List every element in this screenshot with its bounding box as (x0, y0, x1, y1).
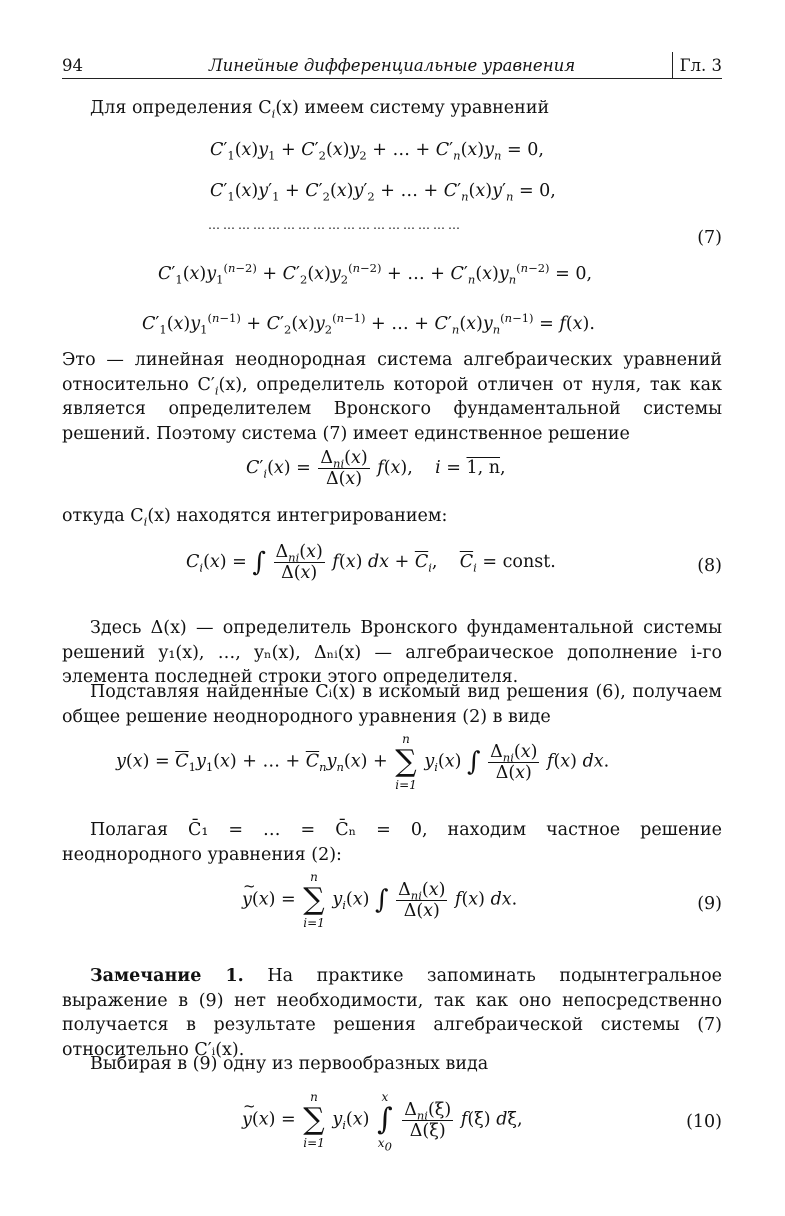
system-row-n: $C'_1(x)y_1^{(n-1)} + C'_2(x)y_2^{(n-1)}$ + … + $C'_n(x)y_n^{(n-1)} = f(x)$. (142, 311, 595, 337)
equation-8: $C_i(x)$ = ∫ $\frac{\Delta_{ni}(x)}{\Delta(x)}$ f(x) dx + $\overline{C}_i$, $\overline{C}_i$ = const. (186, 542, 556, 583)
system-dots: …………………………………………… (208, 218, 463, 232)
paragraph-intro: Для определения $C_i(x)$ имеем систему уравнений (90, 98, 550, 121)
solution-formula: $C'_i(x)$ = $\frac{\Delta_{ni}(x)}{\Delta(x)}$ f(x), i = 1, n, (246, 448, 506, 489)
remark-title: Замечание 1. (90, 966, 244, 986)
system-row-2: $C'_1(x)y'_1 + C'_2(x)y'_2$ + … + $C'_n(x)y'_n = 0$, (210, 181, 556, 204)
chapter-label: Гл. 3 (679, 56, 722, 75)
paragraph-system-description: Это — линейная неоднородная система алгебраических уравнений относительно $C'_i(x)$, определитель которой отличен от нуля, так как является определителем Вронского фундаментальной системы решений. Поэтому система (7) имеет единственное решение (62, 350, 722, 444)
page (62, 52, 722, 1154)
running-title: Линейные дифференциальные уравнения (208, 56, 576, 75)
equation-number-8: (8) (697, 556, 722, 576)
general-solution-formula: $y(x) = \overline{C}_1y_1(x)$ + … + $\overline{C}_ny_n(x)$ + n ∑ i=1 $y_i(x)$ ∫ $\frac{\Delta_{ni}(x)}{\Delta(x)}$ f(x) dx. (116, 732, 610, 792)
system-row-1: $C'_1(x)y_1 + C'_2(x)y_2$ + … + $C'_n(x)y_n = 0$, (210, 140, 544, 163)
equation-9: ~ y(x) = n ∑ i=1 $y_i(x)$ ∫ $\frac{\Delta_{ni}(x)}{\Delta(x)}$ f(x) dx. (242, 870, 517, 930)
paragraph-integration: откуда $C_i(x)$ находятся интегрированием: (62, 506, 448, 529)
equation-number-9: (9) (697, 894, 722, 914)
page-number: 94 (62, 56, 83, 75)
system-row-n-1: $C'_1(x)y_1^{(n-2)} + C'_2(x)y_2^{(n-2)}$ + … + $C'_n(x)y_n^{(n-2)} = 0$, (158, 261, 593, 287)
equation-number-10: (10) (686, 1112, 722, 1132)
paragraph-general-solution: Подставляя найденные Cᵢ(x) в искомый вид решения (6), получаем общее решение неоднородного уравнения (2) в виде (62, 682, 722, 727)
remark-paragraph: Замечание 1. На практике запоминать подынтегральное выражение в (9) нет необходимости, так как оно непосредственно получается в результате решения алгебраической системы (7) относительно C′ᵢ(x). (62, 966, 722, 1060)
equation-number-7: (7) (697, 228, 722, 248)
paragraph-wronskian: Здесь Δ(x) — определитель Вронского фундаментальной системы решений y₁(x), …, yₙ(x), Δₙᵢ(x) — алгебраическое дополнение i-го элемента последней строки этого определителя. (62, 618, 722, 687)
running-header (62, 52, 722, 79)
paragraph-particular-solution: Полагая C̄₁ = … = C̄ₙ = 0, находим частное решение неоднородного уравнения (2): (62, 820, 722, 865)
paragraph-antiderivative: Выбирая в (9) одну из первообразных вида (90, 1054, 489, 1074)
equation-10: ~ y(x) = n ∑ i=1 $y_i(x)$ x ∫ $x_0$ $\frac{\Delta_{ni}(\xi)}{\Delta(\xi)}$ f(ξ) dξ, (242, 1090, 523, 1150)
